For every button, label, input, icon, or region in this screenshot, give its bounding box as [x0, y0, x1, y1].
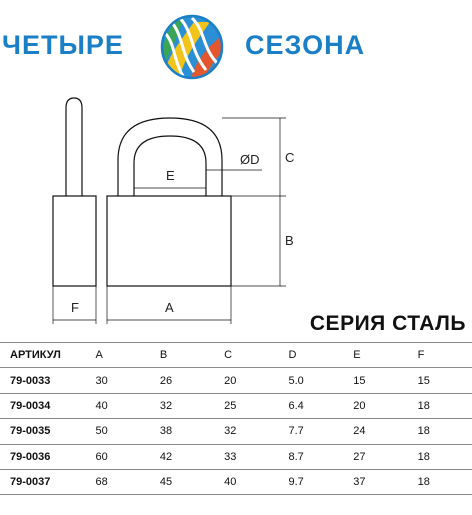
- cell-e: 15: [343, 368, 407, 393]
- cell-f: 18: [408, 419, 472, 444]
- header-a: A: [86, 343, 150, 368]
- dimension-labels: [71, 150, 294, 315]
- dim-label-b: B: [285, 233, 294, 248]
- cell-b: 26: [150, 368, 214, 393]
- dim-label-a: A: [165, 300, 174, 315]
- side-body: [53, 196, 96, 286]
- cell-article: 79-0035: [0, 419, 86, 444]
- dim-label-f: F: [71, 300, 79, 315]
- table-row: [0, 368, 472, 393]
- cell-d: 5.0: [279, 368, 344, 393]
- cell-a: 40: [86, 393, 150, 418]
- cell-b: 38: [150, 419, 214, 444]
- table-row: [0, 419, 472, 444]
- dim-label-c: C: [285, 150, 295, 165]
- cell-e: 37: [343, 469, 407, 494]
- cell-f: 18: [408, 393, 472, 418]
- cell-c: 25: [214, 393, 278, 418]
- cell-e: 20: [343, 393, 407, 418]
- cell-article: 79-0037: [0, 469, 86, 494]
- cell-a: 30: [86, 368, 150, 393]
- series-title: СЕРИЯ СТАЛЬ: [309, 312, 466, 335]
- front-shackle-inner: [134, 136, 206, 196]
- cell-d: 6.4: [279, 393, 344, 418]
- table-header-row: [0, 343, 472, 368]
- spec-table: [0, 342, 472, 495]
- header-e: E: [343, 343, 407, 368]
- cell-f: 18: [408, 444, 472, 469]
- dim-label-d: ØD: [240, 152, 260, 167]
- cell-b: 42: [150, 444, 214, 469]
- dim-label-e: E: [166, 168, 175, 183]
- header-b: B: [150, 343, 214, 368]
- brand-word-left: ЧЕТЫРЕ: [2, 30, 124, 60]
- cell-f: 15: [408, 368, 472, 393]
- cell-d: 9.7: [279, 469, 344, 494]
- table-row: [0, 393, 472, 418]
- front-body: [107, 196, 231, 286]
- table-row: [0, 469, 472, 494]
- header-d: D: [279, 343, 344, 368]
- cell-b: 32: [150, 393, 214, 418]
- cell-e: 27: [343, 444, 407, 469]
- cell-e: 24: [343, 419, 407, 444]
- cell-a: 60: [86, 444, 150, 469]
- padlock-diagram: [0, 85, 472, 335]
- header-c: C: [214, 343, 278, 368]
- header-f: F: [408, 343, 472, 368]
- brand-header: [0, 12, 472, 82]
- header-article: АРТИКУЛ: [0, 343, 86, 368]
- cell-a: 68: [86, 469, 150, 494]
- side-shackle: [66, 98, 82, 196]
- cell-a: 50: [86, 419, 150, 444]
- cell-article: 79-0036: [0, 444, 86, 469]
- cell-d: 7.7: [279, 419, 344, 444]
- cell-d: 8.7: [279, 444, 344, 469]
- cell-b: 45: [150, 469, 214, 494]
- cell-article: 79-0033: [0, 368, 86, 393]
- brand-logo-icon: [150, 12, 234, 82]
- cell-f: 18: [408, 469, 472, 494]
- brand-word-right: СЕЗОНА: [245, 30, 366, 60]
- table-row: [0, 444, 472, 469]
- cell-c: 40: [214, 469, 278, 494]
- cell-c: 20: [214, 368, 278, 393]
- cell-article: 79-0034: [0, 393, 86, 418]
- cell-c: 33: [214, 444, 278, 469]
- cell-c: 32: [214, 419, 278, 444]
